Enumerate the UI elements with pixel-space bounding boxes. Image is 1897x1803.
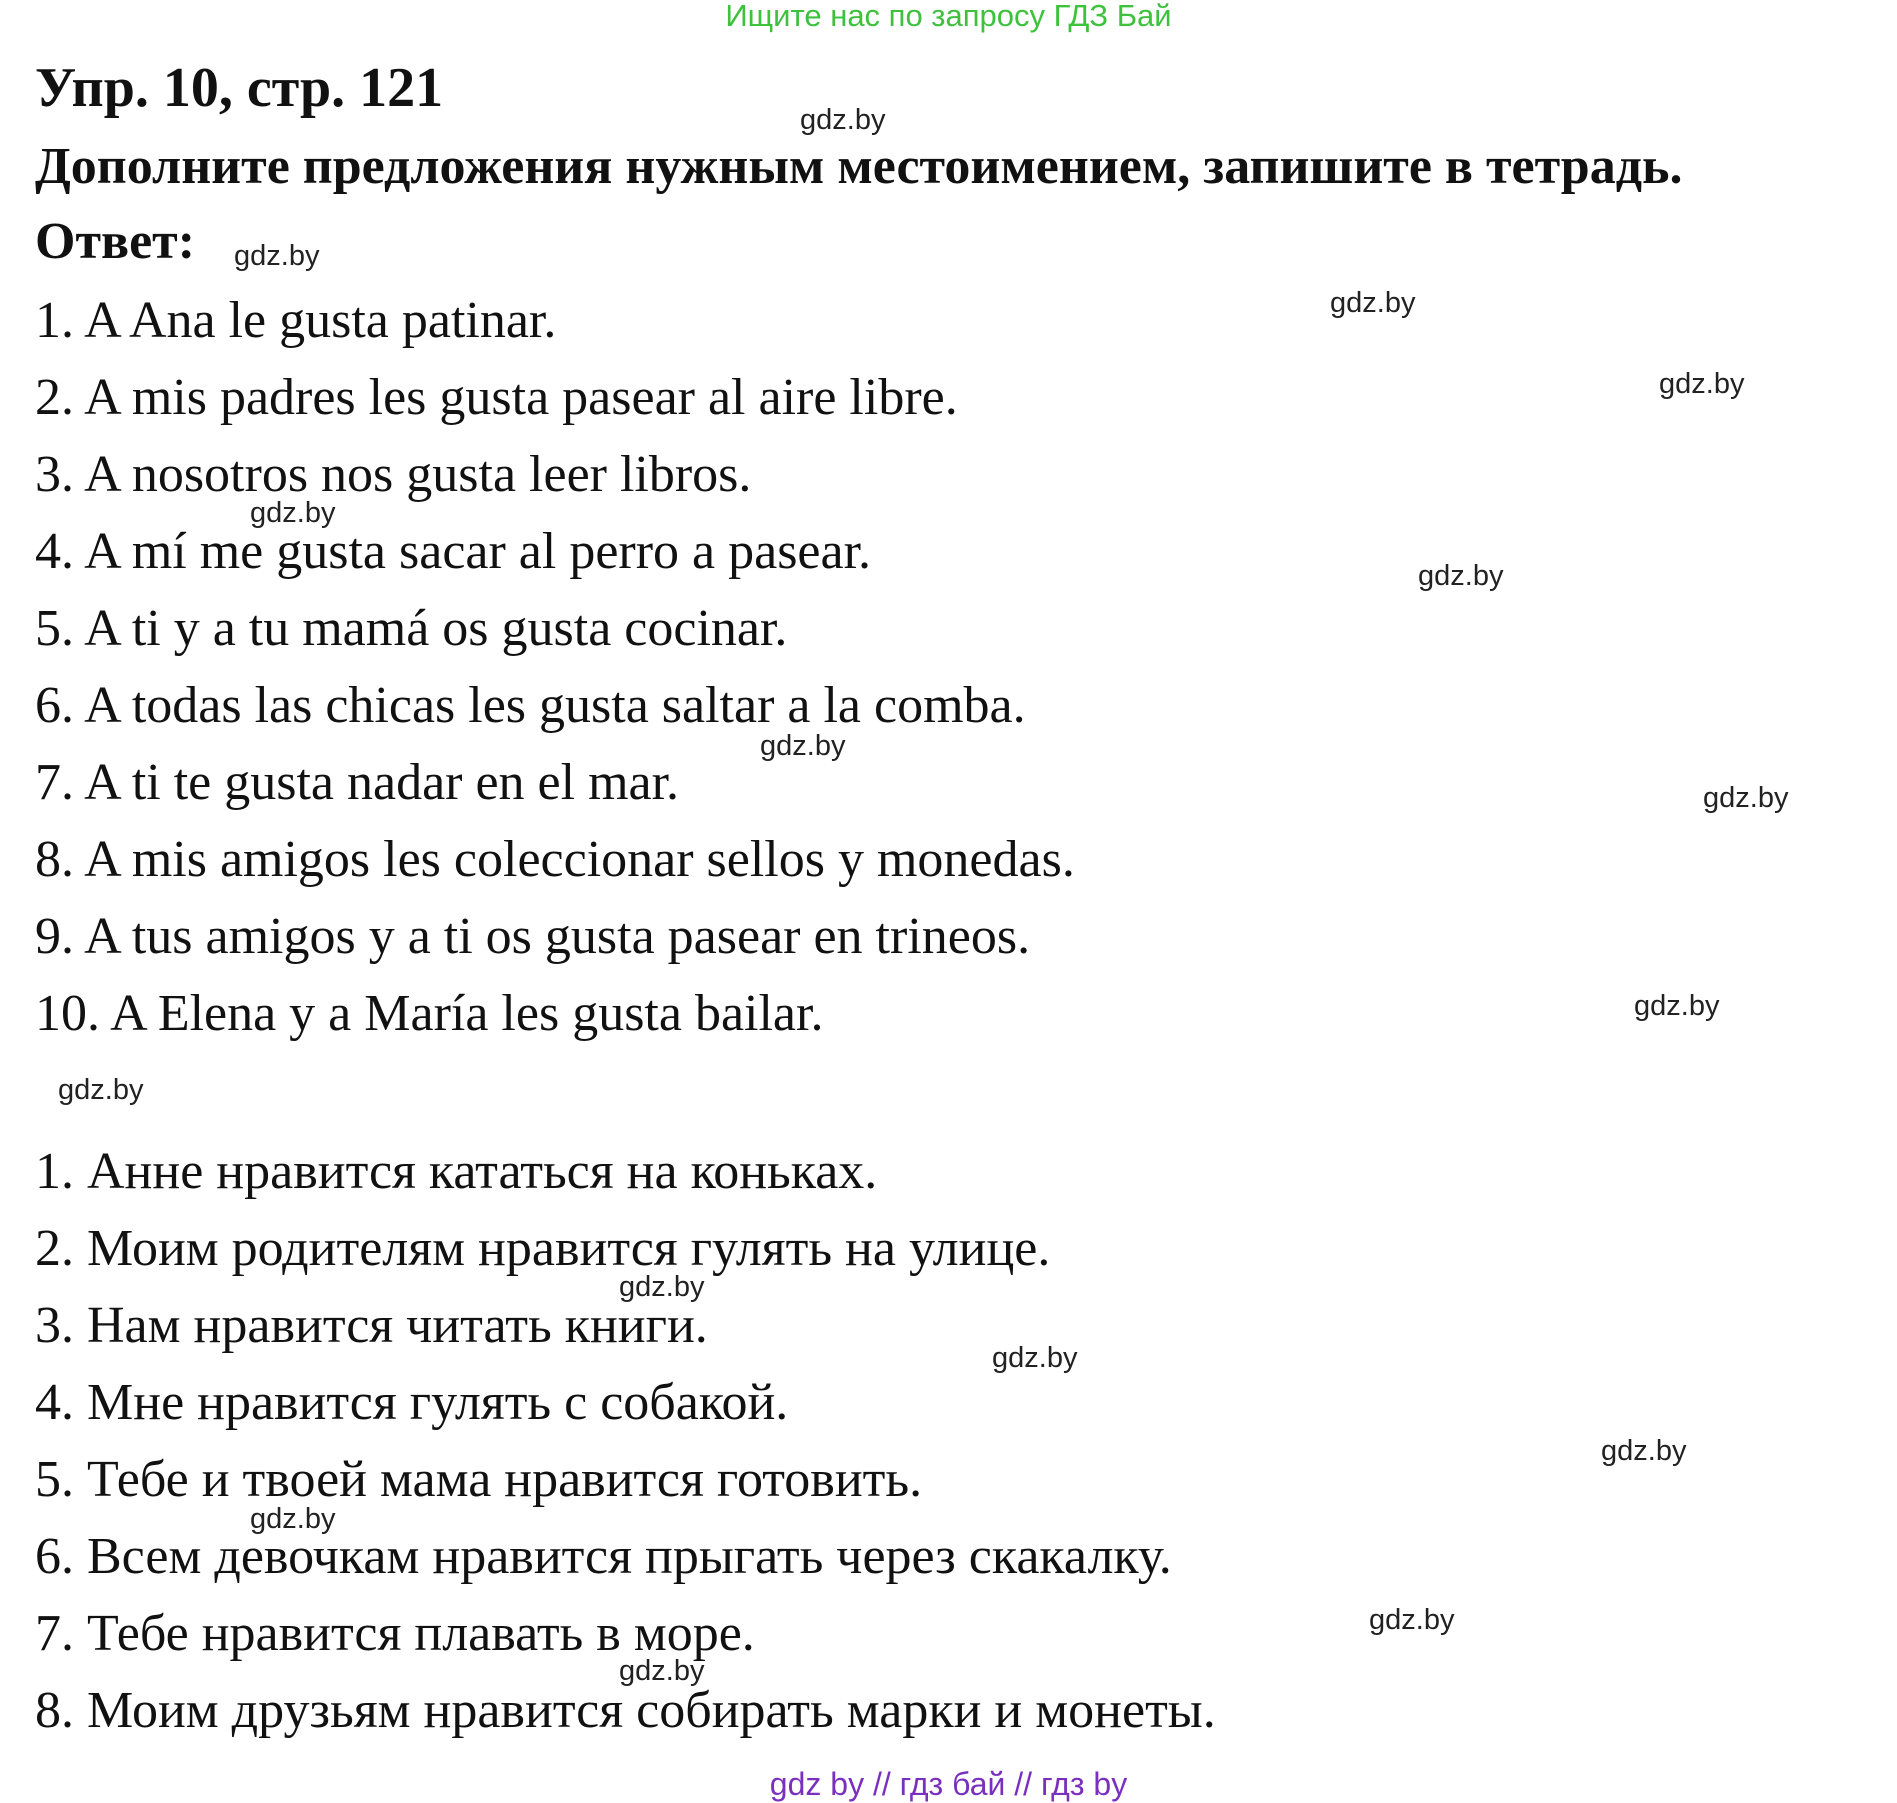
watermark: gdz.by	[250, 497, 336, 529]
top-banner: Ищите нас по запросу ГДЗ Бай	[725, 0, 1172, 33]
spanish-sentence: 5. A ti y a tu mamá os gusta cocinar.	[35, 600, 788, 657]
spanish-sentence: 10. A Elena y a María les gusta bailar.	[35, 985, 824, 1042]
russian-sentence: 1. Анне нравится кататься на коньках.	[35, 1143, 878, 1200]
watermark: gdz.by	[992, 1342, 1078, 1374]
watermark: gdz.by	[1659, 368, 1745, 400]
watermark: gdz.by	[760, 730, 846, 762]
watermark: gdz.by	[800, 104, 886, 136]
russian-sentence: 7. Тебе нравится плавать в море.	[35, 1605, 755, 1662]
watermark: gdz.by	[250, 1503, 336, 1535]
russian-sentence: 4. Мне нравится гулять с собакой.	[35, 1374, 789, 1431]
watermark: gdz.by	[1601, 1435, 1687, 1467]
russian-sentence: 2. Моим родителям нравится гулять на улице.	[35, 1220, 1051, 1277]
spanish-sentence-list	[35, 282, 1075, 1052]
watermark: gdz.by	[1634, 990, 1720, 1022]
watermark: gdz.by	[1369, 1604, 1455, 1636]
footer-watermark: gdz by // гдз бай // гдз by	[769, 1766, 1128, 1802]
spanish-sentence: 6. A todas las chicas les gusta saltar a la comba.	[35, 677, 1026, 734]
spanish-sentence: 7. A ti te gusta nadar en el mar.	[35, 754, 680, 811]
watermark: gdz.by	[1418, 560, 1504, 592]
russian-sentence: 8. Моим друзьям нравится собирать марки и монеты.	[35, 1682, 1216, 1739]
watermark: gdz.by	[1703, 782, 1789, 814]
russian-sentence: 3. Нам нравится читать книги.	[35, 1297, 708, 1354]
watermark: gdz.by	[1330, 287, 1416, 319]
watermark: gdz.by	[234, 240, 320, 272]
spanish-sentence: 9. A tus amigos y a ti os gusta pasear en trineos.	[35, 908, 1031, 965]
spanish-sentence: 3. A nosotros nos gusta leer libros.	[35, 446, 752, 503]
exercise-title: Упр. 10, стр. 121	[35, 57, 444, 119]
watermark: gdz.by	[619, 1271, 705, 1303]
russian-sentence: 6. Всем девочкам нравится прыгать через скакалку.	[35, 1528, 1172, 1585]
spanish-sentence: 4. A mí me gusta sacar al perro a pasear.	[35, 523, 872, 580]
spanish-sentence: 2. A mis padres les gusta pasear al aire libre.	[35, 369, 958, 426]
task-instruction: Дополните предложения нужным местоимением, запишите в тетрадь.	[35, 138, 1683, 195]
answer-label: Ответ:	[35, 213, 196, 270]
spanish-sentence: 8. A mis amigos les coleccionar sellos y monedas.	[35, 831, 1075, 888]
watermark: gdz.by	[619, 1655, 705, 1687]
russian-sentence: 5. Тебе и твоей мама нравится готовить.	[35, 1451, 923, 1508]
watermark: gdz.by	[58, 1074, 144, 1106]
spanish-sentence: 1. A Ana le gusta patinar.	[35, 292, 557, 349]
